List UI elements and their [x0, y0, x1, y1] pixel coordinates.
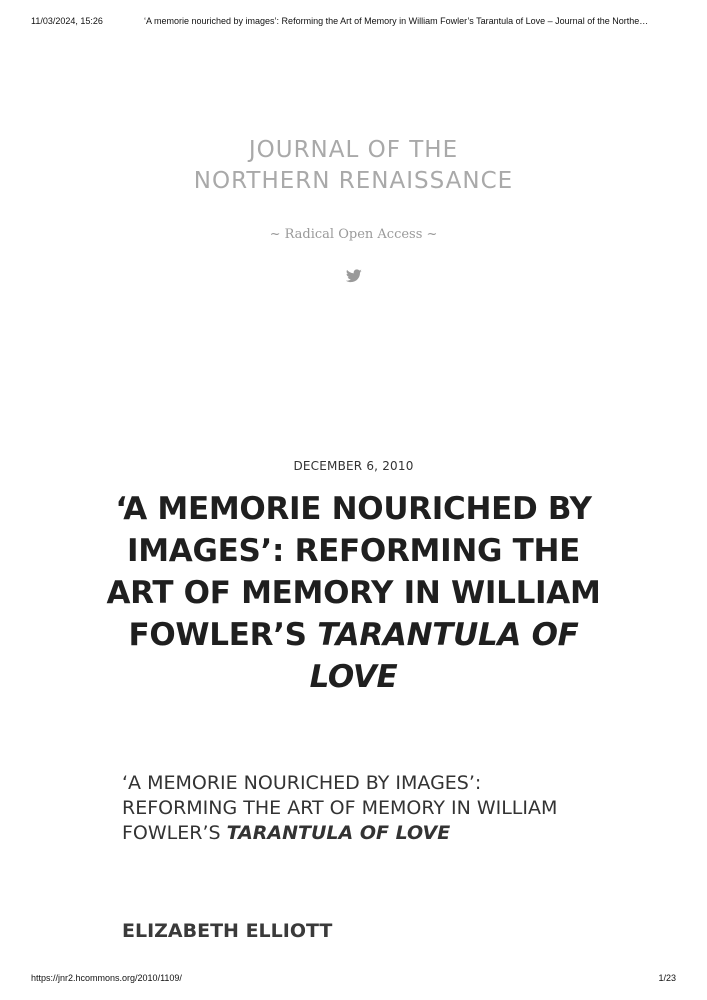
twitter-icon	[346, 269, 362, 283]
print-page-number: 1/23	[658, 973, 676, 983]
post-date: DECEMBER 6, 2010	[293, 459, 414, 473]
print-header	[0, 0, 707, 24]
article-heading-italic: TARANTULA OF LOVE	[226, 822, 451, 844]
site-tagline: ~ Radical Open Access ~	[269, 227, 438, 242]
post-title-main: ‘A MEMORIE NOURICHED BY IMAGES’: REFORMING THE ART OF MEMORY IN WILLIAM FOWLER’S	[106, 491, 601, 653]
site-title[interactable]: JOURNAL OF THE NORTHERN RENAISSANCE	[193, 137, 514, 194]
article-heading	[122, 771, 592, 846]
post-title	[100, 488, 607, 698]
print-datetime: 11/03/2024, 15:26	[31, 16, 103, 26]
article-heading-main: ‘A MEMORIE NOURICHED BY IMAGES’: REFORMING THE ART OF MEMORY IN WILLIAM FOWLER’S	[122, 772, 558, 844]
article-author: ELIZABETH ELLIOTT	[122, 920, 333, 942]
post-title-italic: TARANTULA OF LOVE	[309, 617, 579, 695]
twitter-link[interactable]	[346, 269, 362, 283]
print-page-title: ‘A memorie nouriched by images’: Reforming the Art of Memory in William Fowler’s Tarantula of Love – Journal of the Northe…	[144, 16, 649, 26]
print-url: https://jnr2.hcommons.org/2010/1109/	[31, 973, 182, 983]
print-footer	[0, 973, 707, 993]
site-header	[0, 135, 707, 287]
